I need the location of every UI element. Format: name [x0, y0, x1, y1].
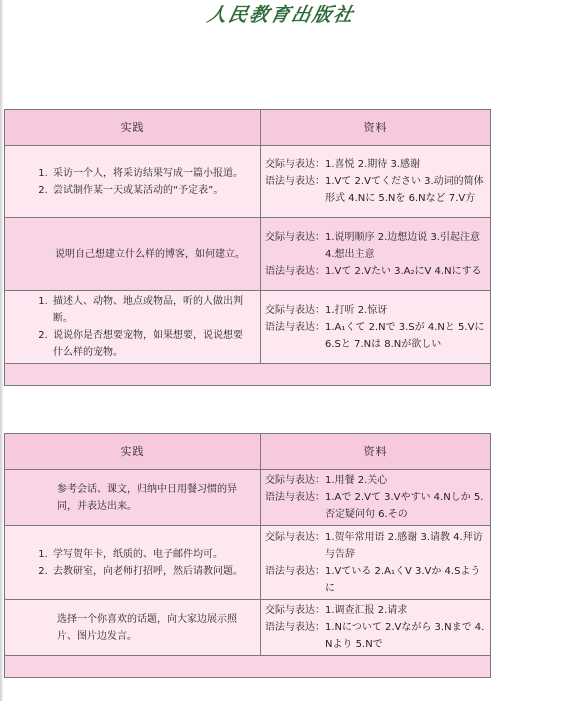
table-row — [5, 526, 491, 600]
grammar-value: 1.Vている 2.A₁くV 3.Vか 4.Sように — [325, 565, 481, 594]
table-filler-row — [5, 364, 491, 386]
practice-cell — [5, 291, 261, 364]
practice-cell — [5, 146, 261, 218]
practice-cell — [5, 526, 261, 600]
resources-cell — [261, 146, 491, 218]
table-row — [5, 218, 491, 291]
table-row — [5, 470, 491, 526]
communication-value: 1.用餐 2.关心 — [325, 475, 388, 486]
practice-text: 说明自己想建立什么样的博客，如何建立。 — [55, 248, 245, 260]
page-edge — [0, 0, 3, 701]
communication-label: 交际与表达： — [265, 304, 325, 316]
curriculum-table-1 — [4, 109, 491, 386]
practice-item: 2. 尝试制作某一天或某活动的“予定表”。 — [51, 182, 252, 199]
column-header-resources: 资料 — [261, 110, 491, 146]
column-header-resources: 资料 — [261, 434, 491, 470]
grammar-value: 1.Vて 2.Vてください 3.动词的简体形式 4.Nに 5.Nを 6.Nなど 7.V方 — [325, 176, 484, 204]
practice-item: 2. 去教研室，向老师打招呼，然后请教问题。 — [51, 563, 252, 580]
practice-item: 1. 采访一个人，将采访结果写成一篇小报道。 — [51, 165, 252, 182]
grammar-value: 1.A₁くて 2.Nで 3.Sが 4.Nと 5.Vに 6.Sと 7.Nは 8.Nが欲しい — [325, 321, 485, 350]
resources-cell — [261, 526, 491, 600]
empty-cell — [5, 656, 491, 678]
practice-text: 选择一个你喜欢的话题，向大家边展示照片、图片边发言。 — [57, 613, 237, 642]
grammar-value: 1.Aで 2.Vて 3.Vやすい 4.Nしか 5.否定疑问句 6.その — [325, 492, 484, 520]
grammar-label: 语法与表达： — [265, 622, 325, 633]
resources-cell — [261, 291, 491, 364]
communication-label: 交际与表达： — [265, 531, 325, 543]
practice-text: 参考会话、课文，归纳中日用餐习惯的异同，并表达出来。 — [57, 483, 237, 512]
empty-cell — [5, 364, 491, 386]
curriculum-table-2 — [4, 433, 491, 678]
communication-value: 1.调查汇报 2.请求 — [325, 605, 408, 616]
resources-cell — [261, 218, 491, 291]
resources-cell — [261, 600, 491, 656]
table-header-row — [5, 110, 491, 146]
grammar-label: 语法与表达： — [265, 321, 325, 333]
practice-item: 1. 描述人、动物、地点或物品，听的人做出判断。 — [51, 293, 252, 327]
resources-cell — [261, 470, 491, 526]
practice-item: 1. 学写贺年卡，纸质的、电子邮件均可。 — [51, 546, 252, 563]
table-filler-row — [5, 656, 491, 678]
grammar-label: 语法与表达： — [265, 176, 325, 187]
table-row — [5, 291, 491, 364]
practice-item: 2. 说说你是否想要宠物，如果想要，说说想要什么样的宠物。 — [51, 327, 252, 361]
communication-value: 1.喜悦 2.期待 3.感谢 — [325, 159, 420, 170]
practice-cell — [5, 470, 261, 526]
grammar-label: 语法与表达： — [265, 565, 325, 577]
communication-label: 交际与表达： — [265, 159, 325, 170]
grammar-label: 语法与表达： — [265, 492, 325, 503]
table-header-row — [5, 434, 491, 470]
table-row — [5, 600, 491, 656]
communication-label: 交际与表达： — [265, 231, 325, 243]
communication-label: 交际与表达： — [265, 605, 325, 616]
grammar-value: 1.Vて 2.Vたい 3.A₂にV 4.Nにする — [325, 265, 482, 277]
table-row — [5, 146, 491, 218]
practice-cell — [5, 600, 261, 656]
publisher-logo: 人民教育出版社 — [205, 4, 357, 26]
column-header-practice: 实践 — [5, 110, 261, 146]
communication-value: 1.说明顺序 2.边想边说 3.引起注意 4.想出主意 — [325, 231, 480, 260]
communication-label: 交际与表达： — [265, 475, 325, 486]
communication-value: 1.贺年常用语 2.感谢 3.请教 4.拜访与告辞 — [325, 531, 483, 560]
grammar-value: 1.Nについて 2.Vながら 3.Nまで 4.Nより 5.Nで — [325, 622, 485, 650]
communication-value: 1.打听 2.惊讶 — [325, 304, 388, 316]
column-header-practice: 实践 — [5, 434, 261, 470]
practice-cell — [5, 218, 261, 291]
grammar-label: 语法与表达： — [265, 265, 325, 277]
